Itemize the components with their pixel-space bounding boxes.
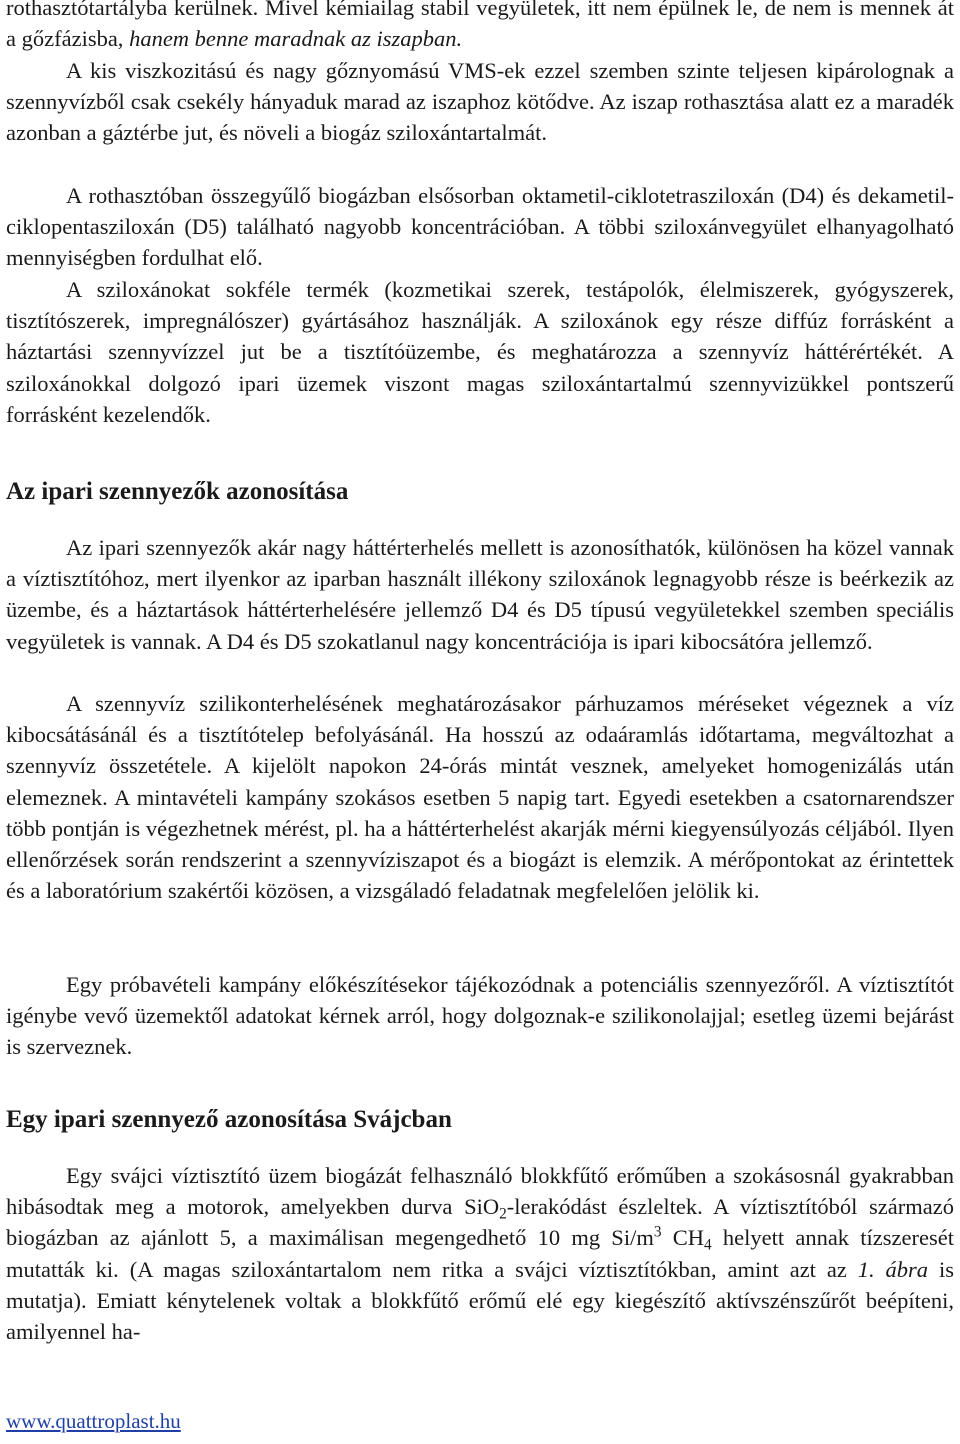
- paragraph-biogas-d4-d5: A rothasztóban összegyűlő biogázban elsősorban oktametil-ciklotetrasziloxán (D4) és dekametil-ciklopentasziloxán (D5) található nagyobb koncentrációban. A többi sziloxánvegyület elhanyagolható mennyiségben fordulhat elő.: [6, 183, 954, 271]
- paragraph-industrial-pollutants: Az ipari szennyezők akár nagy háttérterhelés mellett is azonosíthatók, különösen ha közel vannak a víztisztítóhoz, mert ilyenkor az iparban használt illékony sziloxánok legnagyobb része is beérkezik az üzembe, és a háztartások háttérterhelésére jellemző D4 és D5 típusú vegyületekkel szemben speciális vegyületek is vannak. A D4 és D5 szokatlanul nagy koncentrációja is ipari kibocsátóra jellemző.: [6, 535, 954, 654]
- figure-reference: 1. ábra: [857, 1256, 929, 1282]
- paragraph-siloxane-sources: A sziloxánokat sokféle termék (kozmetikai szerek, testápolók, élelmiszerek, gyógyszerek, tisztítószerek, impregnálószer) gyártásához használják. A sziloxánok egy része diffúz forrásként a háztartási szennyvízzel jut be a tisztítóüzembe, és meghatározza a szennyvíz háttérértékét. A sziloxánokkal dolgozó ipari üzemek viszont magas sziloxántartalmú szennyvizükkel pontszerű forrásként kezelendők.: [6, 277, 954, 427]
- footer-website-link[interactable]: www.quattroplast.hu: [6, 1409, 181, 1433]
- paragraph-vms: A kis viszkozitású és nagy gőznyomású VMS-ek ezzel szemben szinte teljesen kipárolognak a szennyvízből csak csekély hányaduk marad az iszaphoz kötődve. Az iszap rothasztása alatt ez a maradék azonban a gáztérbe jut, és növeli a biogáz sziloxántartalmát.: [6, 58, 954, 146]
- paragraph-measurement: A szennyvíz szilikonterhelésének meghatározásakor párhuzamos méréseket végeznek a víz kibocsátásánál és a tisztítótelep befolyásánál. Ha hosszú az odaáramlás időtartama, megváltozhat a szennyvíz összetétele. A kijelölt napokon 24-órás mintát vesznek, amelyeket homogenizálás után elemeznek. A mintavételi kampány szokásos esetben 5 napig tart. Egyedi esetekben a csatornarendszer több pontján is végezhetnek mérést, pl. ha a háttérterhelést akarják mérni kiegyensúlyozás céljából. Ilyen ellenőrzések során rendszerint a szennyvíziszapot és a biogázt is elemzik. A mérőpontokat az érintettek és a laboratórium szakértői közösen, a vizsgáladó feladatnak megfelelően jelölik ki.: [6, 691, 954, 904]
- section-heading-swiss-case: Egy ipari szennyező azonosítása Svájcban: [6, 1106, 452, 1133]
- section-heading-industrial-identification: Az ipari szennyezők azonosítása: [6, 478, 349, 505]
- paragraph-continuation: rothasztótartályba kerülnek. Mivel kémiailag stabil vegyületek, itt nem épülnek le, de nem is mennek át a gőzfázisba, hanem benne maradnak az iszapban.: [6, 0, 954, 52]
- emphasis-text: hanem benne maradnak az iszapban.: [129, 26, 463, 52]
- paragraph-sampling-campaign: Egy próbavételi kampány előkészítésekor tájékozódnak a potenciális szennyezőről. A víztisztítót igénybe vevő üzemektől adatokat kérnek arról, hogy dolgoznak-e szilikonolajjal; esetleg üzemi bejárást is szerveznek.: [6, 972, 954, 1060]
- paragraph-swiss-case: Egy svájci víztisztító üzem biogázát felhasználó blokkfűtő erőműben a szokásosnál gyakrabban hibásodtak meg a motorok, amelyekben durva SiO$_2$-lerakódást észleltek. A víztisztítóból származó biogázban az ajánlott 5, a maximálisan megengedhető 10 mg $Si/m^3$ $CH_4$ helyett annak tízszeresét mutatták ki. (A magas sziloxántartalom nem ritka a svájci víztisztítókban, amint azt az 1. ábra is mutatja). Emiatt kénytelenek voltak a blokkfűtő erőmű elé egy kiegészítő aktívszénszűrőt beépíteni, amilyennel ha-: [6, 1163, 954, 1345]
